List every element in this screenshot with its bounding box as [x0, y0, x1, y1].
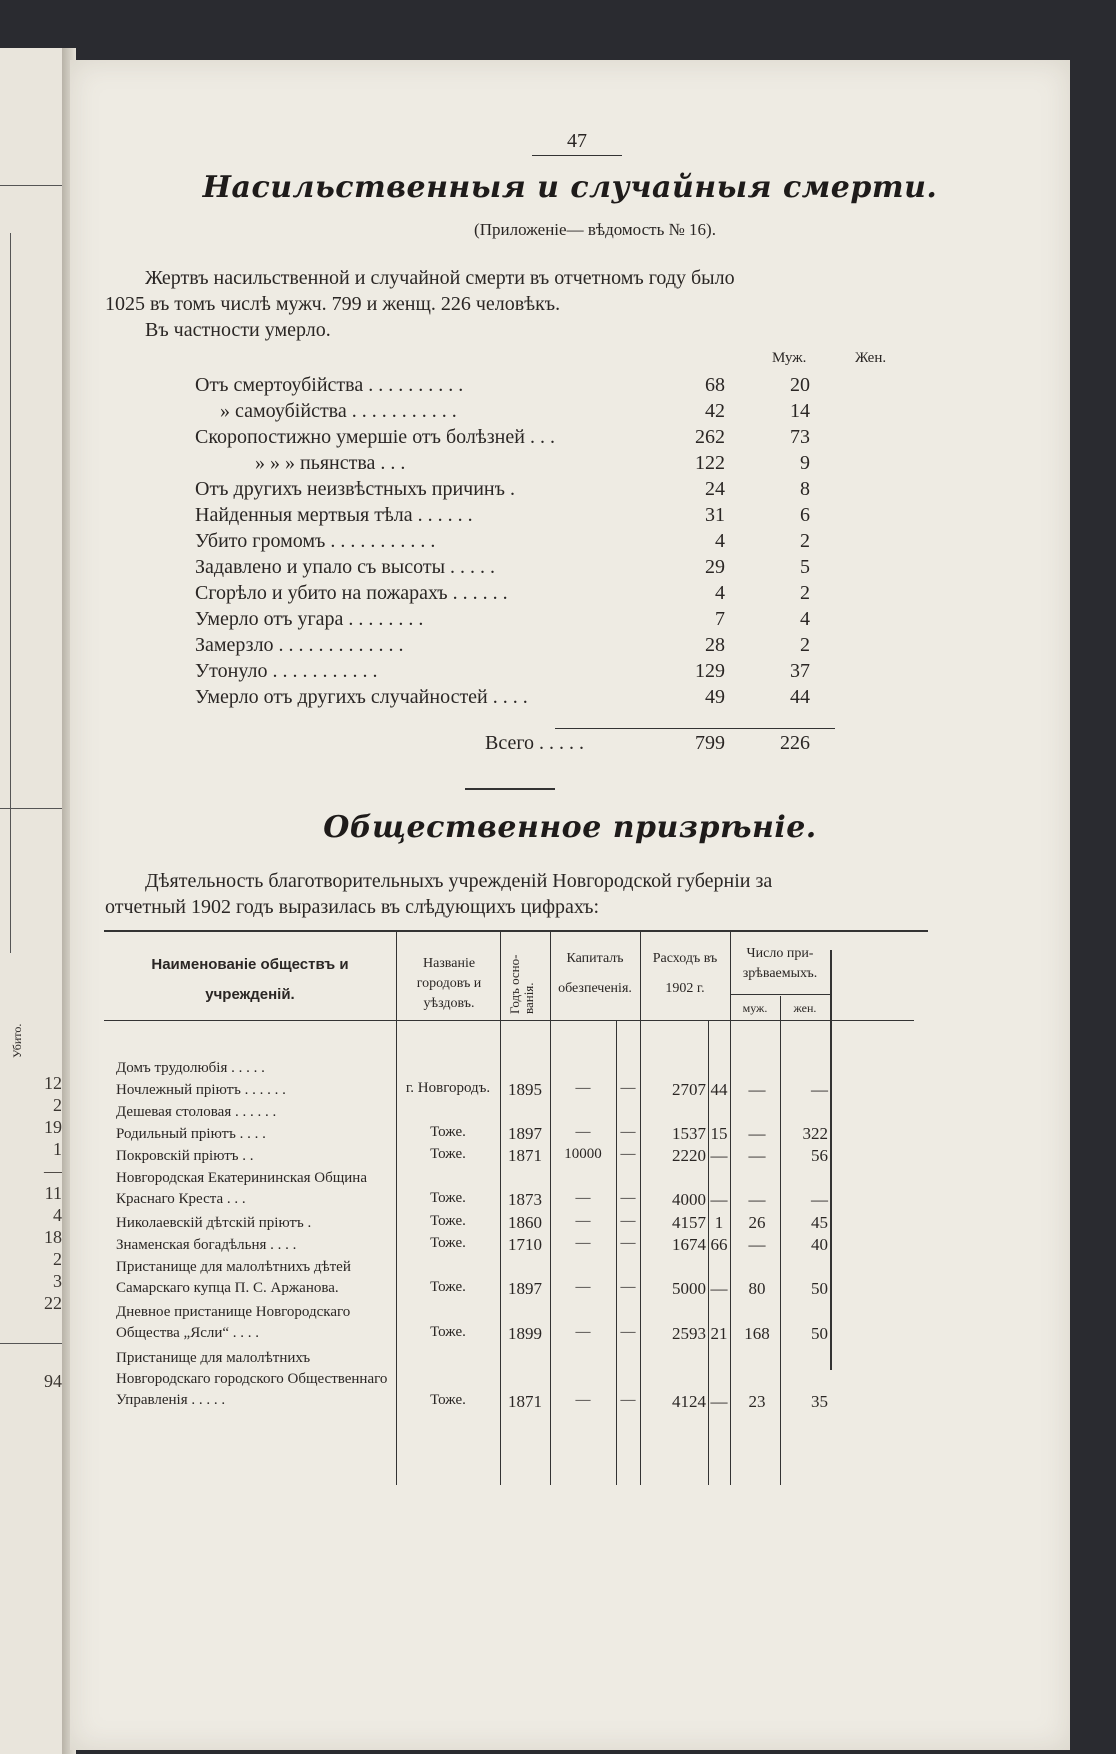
row-label: » » » пьянства . . .: [255, 452, 406, 474]
deaths-row: [195, 400, 915, 426]
capital-kop: —: [620, 1213, 636, 1229]
men-count: 26: [748, 1213, 766, 1232]
left-page-value: 1: [53, 1139, 62, 1159]
capital: —: [575, 1190, 591, 1206]
female-count: 37: [790, 660, 810, 682]
header-cared: [730, 944, 830, 984]
left-page-value: —: [44, 1161, 62, 1181]
male-count: 42: [705, 400, 725, 422]
left-page-value: 2: [53, 1095, 62, 1115]
header-expense: [640, 944, 730, 1004]
left-page-rule: [0, 185, 62, 186]
total-label: Всего . . . . .: [485, 732, 585, 754]
town: Тоже.: [430, 1279, 466, 1295]
expense-kop: —: [710, 1146, 728, 1165]
female-count: 5: [800, 556, 810, 578]
female-count: 6: [800, 504, 810, 526]
male-count: 122: [695, 452, 725, 474]
institution-name: Родильный пріютъ . . . .: [116, 1126, 266, 1142]
year: 1871: [508, 1392, 542, 1411]
header-women: жен.: [793, 1001, 817, 1015]
deaths-row: [195, 556, 915, 582]
expense-kop: —: [710, 1279, 728, 1298]
left-page-rule: [0, 1343, 62, 1344]
section-subtitle: (Приложеніе— вѣдомость № 16).: [474, 220, 716, 239]
town: Тоже.: [430, 1146, 466, 1162]
intro-line: 1025 въ томъ числѣ мужч. 799 и женщ. 226 человѣкъ.: [105, 293, 561, 315]
expense: 1537: [672, 1124, 706, 1143]
intro-line: Въ частности умерло.: [145, 319, 331, 341]
total-male: 799: [695, 732, 725, 754]
header-capital: [550, 944, 640, 1004]
page-number: 47: [532, 130, 622, 156]
town: Тоже.: [430, 1324, 466, 1340]
men-count: —: [748, 1235, 766, 1254]
left-page-value: 22: [44, 1293, 62, 1313]
capital: —: [575, 1235, 591, 1251]
deaths-row: [195, 374, 915, 400]
institution-name: Дневное пристанище Новгородскаго Общества „Ясли“ . . . .: [116, 1304, 351, 1341]
charity-intro-paragraph: [105, 868, 1005, 920]
capital: —: [575, 1392, 591, 1408]
female-count: 44: [790, 686, 810, 708]
year: 1895: [508, 1080, 542, 1099]
year: 1873: [508, 1190, 542, 1209]
row-label: Сгорѣло и убито на пожарахъ . . . . . .: [195, 582, 508, 604]
left-page-value: 12: [44, 1073, 62, 1093]
expense-kop: 21: [710, 1324, 728, 1343]
header-text: Капиталъ: [566, 951, 624, 966]
female-count: 73: [790, 426, 810, 448]
female-count: 2: [800, 634, 810, 656]
row-label: Задавлено и упало съ высоты . . . . .: [195, 556, 496, 578]
women-count: 56: [811, 1146, 828, 1165]
section-title-deaths: Насильственныя и случайныя смерти.: [202, 170, 938, 205]
women-count: 50: [811, 1324, 828, 1343]
institution-name: Николаевскій дѣтскій пріютъ .: [116, 1215, 312, 1231]
capital: —: [575, 1124, 591, 1140]
year: 1897: [508, 1124, 542, 1143]
column-header-female: Жен.: [855, 350, 887, 366]
year: 1871: [508, 1146, 542, 1165]
year: 1897: [508, 1279, 542, 1298]
male-count: 262: [695, 426, 725, 448]
women-count: 322: [802, 1124, 828, 1143]
expense-kop: —: [710, 1392, 728, 1411]
intro-line: Жертвъ насильственной и случайной смерти въ отчетномъ году было: [145, 267, 735, 289]
header-text: Годъ осно-: [507, 954, 522, 1014]
capital-kop: —: [620, 1146, 636, 1162]
expense: 4124: [672, 1392, 706, 1411]
men-count: —: [748, 1124, 766, 1143]
row-label: Скоропостижно умершіе отъ болѣзней . . .: [195, 426, 555, 448]
header-text: учрежденій.: [205, 986, 295, 1003]
men-count: 80: [748, 1279, 766, 1298]
institution-name: Покровскій пріютъ . .: [116, 1148, 254, 1164]
town: Тоже.: [430, 1190, 466, 1206]
female-count: 9: [800, 452, 810, 474]
male-count: 129: [695, 660, 725, 682]
left-page-value: 18: [44, 1227, 62, 1247]
table-header-rule: [104, 1020, 914, 1021]
capital: —: [575, 1080, 591, 1096]
male-count: 7: [715, 608, 725, 630]
expense: 2707: [672, 1080, 706, 1099]
subheader-rule: [730, 994, 830, 995]
left-page-total: 94: [44, 1371, 62, 1391]
section-divider: [465, 788, 555, 790]
header-men: муж.: [742, 1001, 768, 1015]
male-count: 29: [705, 556, 725, 578]
expense: 2593: [672, 1324, 706, 1343]
men-count: 23: [748, 1392, 766, 1411]
deaths-row: [195, 452, 915, 478]
expense-kop: —: [710, 1190, 728, 1209]
deaths-row: [195, 530, 915, 556]
left-page-value: 4: [53, 1205, 62, 1225]
expense: 1674: [672, 1235, 706, 1254]
intro-line: отчетный 1902 годъ выразилась въ слѣдующихъ цифрахъ:: [105, 896, 600, 918]
town: Тоже.: [430, 1392, 466, 1408]
header-text: Расходъ въ: [652, 951, 718, 966]
capital: —: [575, 1324, 591, 1340]
header-text: ванія.: [521, 982, 536, 1014]
left-facing-page: [0, 48, 64, 1754]
women-count: 35: [811, 1392, 828, 1411]
capital: —: [575, 1213, 591, 1229]
capital-kop: —: [620, 1392, 636, 1408]
left-page-value: 3: [53, 1271, 62, 1291]
capital-kop: —: [620, 1190, 636, 1206]
capital: —: [575, 1279, 591, 1295]
row-label: Умерло отъ угара . . . . . . . .: [195, 608, 424, 630]
male-count: 28: [705, 634, 725, 656]
header-text: 1902 г.: [665, 981, 705, 996]
left-page-value: 19: [44, 1117, 62, 1137]
expense: 5000: [672, 1279, 706, 1298]
institution-name: Знаменская богадѣльня . . . .: [116, 1237, 297, 1253]
intro-paragraph: [105, 265, 1005, 343]
capital-kop: —: [620, 1124, 636, 1140]
men-count: 168: [744, 1324, 770, 1343]
men-count: —: [748, 1146, 766, 1165]
town: г. Новгородъ.: [405, 1080, 491, 1096]
male-count: 24: [705, 478, 725, 500]
town: Тоже.: [430, 1124, 466, 1140]
expense-kop: 1: [714, 1213, 724, 1232]
institution-name: Ночлежный пріютъ . . . . . .: [116, 1082, 286, 1098]
male-count: 49: [705, 686, 725, 708]
institution-name: Новгородская Екатерининская Община Краснаго Креста . . .: [116, 1170, 367, 1207]
total-female: 226: [780, 732, 810, 754]
male-count: 4: [715, 530, 725, 552]
women-count: —: [811, 1190, 828, 1209]
section-title-charity: Общественное призрѣніе.: [323, 810, 817, 845]
row-label: Убито громомъ . . . . . . . . . . .: [195, 530, 436, 552]
deaths-row: [195, 608, 915, 634]
year: 1710: [508, 1235, 542, 1254]
header-text: Число при-: [746, 946, 814, 961]
row-label: » самоубійства . . . . . . . . . . .: [220, 400, 457, 422]
year: 1899: [508, 1324, 542, 1343]
women-count: —: [811, 1080, 828, 1099]
women-count: 40: [811, 1235, 828, 1254]
header-text: Наименованіе обществъ и: [151, 956, 349, 973]
women-count: 50: [811, 1279, 828, 1298]
capital-kop: —: [620, 1324, 636, 1340]
table-right-rule: [830, 950, 832, 1370]
institution-name: Дешевая столовая . . . . . .: [116, 1104, 277, 1120]
row-label: Отъ смертоубійства . . . . . . . . . .: [195, 374, 464, 396]
header-text: городовъ и: [416, 976, 482, 991]
male-count: 68: [705, 374, 725, 396]
institution-name: Пристанище для малолѣтнихъ Новгородскаго городского Общественнаго Управленія . . . . .: [116, 1350, 388, 1408]
row-label: Утонуло . . . . . . . . . . .: [195, 660, 378, 682]
total-rule: [555, 728, 835, 729]
institution-name: Пристанище для малолѣтнихъ дѣтей Самарскаго купца П. С. Аржанова.: [116, 1259, 351, 1296]
capital-kop: —: [620, 1279, 636, 1295]
intro-line: Дѣятельность благотворительныхъ учрежденій Новгородской губерніи за: [145, 870, 773, 892]
deaths-row: [195, 686, 915, 712]
row-label: Отъ другихъ неизвѣстныхъ причинъ .: [195, 478, 515, 500]
year: 1860: [508, 1213, 542, 1232]
header-town: [400, 954, 498, 1014]
deaths-row: [195, 660, 915, 686]
row-label: Найденныя мертвыя тѣла . . . . . .: [195, 504, 473, 526]
left-page-value: 11: [44, 1183, 62, 1203]
female-count: 14: [790, 400, 810, 422]
header-year: [507, 954, 536, 1014]
left-page-rule: [0, 808, 62, 809]
left-page-column-rule: [10, 233, 11, 953]
left-page-value: 2: [53, 1249, 62, 1269]
deaths-row: [195, 582, 915, 608]
expense-kop: 44: [710, 1080, 728, 1099]
women-count: 45: [811, 1213, 828, 1232]
header-name: [104, 950, 396, 1010]
row-label: Умерло отъ другихъ случайностей . . . .: [195, 686, 528, 708]
male-count: 31: [705, 504, 725, 526]
female-count: 2: [800, 582, 810, 604]
capital: 10000: [564, 1146, 602, 1162]
expense: 2220: [672, 1146, 706, 1165]
female-count: 2: [800, 530, 810, 552]
header-text: обезпеченія.: [558, 981, 632, 996]
expense: 4000: [672, 1190, 706, 1209]
header-text: зрѣваемыхъ.: [742, 966, 818, 981]
expense-kop: 15: [710, 1124, 728, 1143]
town: Тоже.: [430, 1213, 466, 1229]
female-count: 8: [800, 478, 810, 500]
men-count: —: [748, 1190, 766, 1209]
header-text: Названіе: [422, 956, 476, 971]
men-count: —: [748, 1080, 766, 1099]
expense-kop: 66: [710, 1235, 728, 1254]
deaths-row: [195, 426, 915, 452]
deaths-total-row: [195, 732, 915, 758]
left-page-column-header: Убито.: [10, 1023, 24, 1058]
capital-kop: —: [620, 1080, 636, 1096]
row-label: Замерзло . . . . . . . . . . . . .: [195, 634, 404, 656]
female-count: 20: [790, 374, 810, 396]
male-count: 4: [715, 582, 725, 604]
town: Тоже.: [430, 1235, 466, 1251]
column-header-male: Муж.: [772, 350, 807, 366]
expense: 4157: [672, 1213, 706, 1232]
capital-kop: —: [620, 1235, 636, 1251]
deaths-row: [195, 634, 915, 660]
female-count: 4: [800, 608, 810, 630]
deaths-row: [195, 504, 915, 530]
deaths-row: [195, 478, 915, 504]
charity-table: [104, 930, 928, 1485]
header-text: уѣздовъ.: [423, 996, 475, 1011]
table-top-rule: [104, 930, 928, 932]
institution-name: Домъ трудолюбія . . . . .: [116, 1060, 265, 1076]
book-page: [70, 60, 1070, 1750]
